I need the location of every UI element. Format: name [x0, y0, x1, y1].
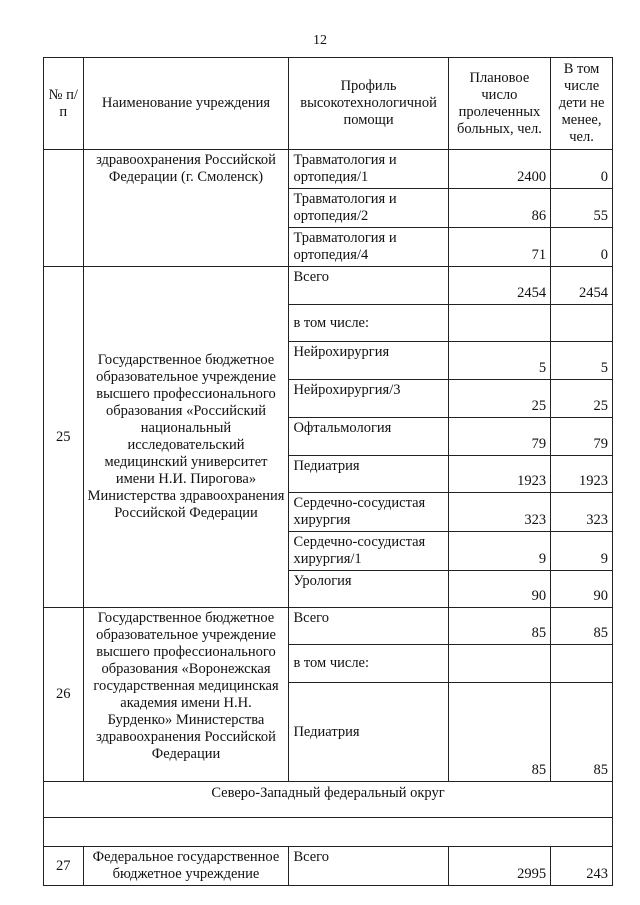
children-cell: 323	[551, 493, 613, 532]
plan-cell: 85	[448, 608, 550, 645]
profile-cell: Сердечно-сосудистая хирургия/1	[289, 532, 448, 571]
page-number: 12	[313, 33, 327, 48]
institution-name-cell: Федеральное государственное бюджетное учреждение	[83, 847, 289, 886]
plan-cell: 25	[448, 380, 550, 418]
children-cell	[551, 645, 613, 683]
institution-name-cell: Государственное бюджетное образовательное учреждение высшего профессионального образования «Воронежская государственная медицинская академия имени Н.Н. Бурденко» Министерства здравоохранения Российской Федерации	[83, 608, 289, 782]
plan-cell: 5	[448, 342, 550, 380]
profile-cell: Нейрохирургия	[289, 342, 448, 380]
region-title: Северо-Западный федеральный округ	[44, 782, 613, 818]
institution-name-cell: здравоохранения Российской Федерации (г. Смоленск)	[83, 150, 289, 267]
plan-cell: 79	[448, 418, 550, 456]
header-planned-patients: Плановое число пролеченных больных, чел.	[448, 58, 550, 150]
children-cell: 0	[551, 228, 613, 267]
profile-cell: Урология	[289, 571, 448, 608]
header-profile: Профиль высокотехнологичной помощи	[289, 58, 448, 150]
plan-cell: 323	[448, 493, 550, 532]
children-cell: 5	[551, 342, 613, 380]
profile-cell: Педиатрия	[289, 456, 448, 493]
plan-cell: 85	[448, 683, 550, 782]
plan-cell: 71	[448, 228, 550, 267]
table-row	[44, 847, 613, 886]
profile-cell: Травматология и ортопедия/4	[289, 228, 448, 267]
children-cell: 25	[551, 380, 613, 418]
spacer-cell	[44, 818, 613, 847]
plan-cell: 1923	[448, 456, 550, 493]
profile-cell: Всего	[289, 608, 448, 645]
header-number: № п/п	[44, 58, 84, 150]
children-cell: 2454	[551, 267, 613, 305]
profile-cell: Всего	[289, 847, 448, 886]
table-header-row	[44, 58, 613, 150]
row-number-cell: 26	[44, 608, 84, 782]
spacer-row	[44, 818, 613, 847]
plan-cell	[448, 305, 550, 342]
plan-cell: 86	[448, 189, 550, 228]
profile-cell: Всего	[289, 267, 448, 305]
children-cell: 79	[551, 418, 613, 456]
children-cell: 55	[551, 189, 613, 228]
profile-cell: Травматология и ортопедия/1	[289, 150, 448, 189]
children-cell: 243	[551, 847, 613, 886]
profile-cell: Сердечно-сосудистая хирургия	[289, 493, 448, 532]
children-cell: 90	[551, 571, 613, 608]
header-institution-name: Наименование учреждения	[83, 58, 289, 150]
profile-cell: Педиатрия	[289, 683, 448, 782]
children-cell: 85	[551, 683, 613, 782]
row-number-cell: 27	[44, 847, 84, 886]
children-cell: 9	[551, 532, 613, 571]
table-row	[44, 150, 613, 189]
children-cell: 1923	[551, 456, 613, 493]
profile-cell: в том числе:	[289, 305, 448, 342]
plan-cell: 2454	[448, 267, 550, 305]
hospitals-table	[43, 57, 613, 886]
plan-cell: 90	[448, 571, 550, 608]
plan-cell: 2995	[448, 847, 550, 886]
table-row	[44, 267, 613, 305]
profile-cell: в том числе:	[289, 645, 448, 683]
plan-cell: 2400	[448, 150, 550, 189]
table-row	[44, 608, 613, 645]
institution-name-cell: Государственное бюджетное образовательное учреждение высшего профессионального образования «Российский национальный исследовательский медицинский университет имени Н.И. Пирогова» Министерства здравоохранения Российской Федерации	[83, 267, 289, 608]
row-number-cell	[44, 150, 84, 267]
row-number-cell: 25	[44, 267, 84, 608]
region-row	[44, 782, 613, 818]
children-cell: 85	[551, 608, 613, 645]
header-children: В том числе дети не менее, чел.	[551, 58, 613, 150]
profile-cell: Офтальмология	[289, 418, 448, 456]
plan-cell	[448, 645, 550, 683]
children-cell: 0	[551, 150, 613, 189]
children-cell	[551, 305, 613, 342]
profile-cell: Нейрохирургия/3	[289, 380, 448, 418]
plan-cell: 9	[448, 532, 550, 571]
profile-cell: Травматология и ортопедия/2	[289, 189, 448, 228]
